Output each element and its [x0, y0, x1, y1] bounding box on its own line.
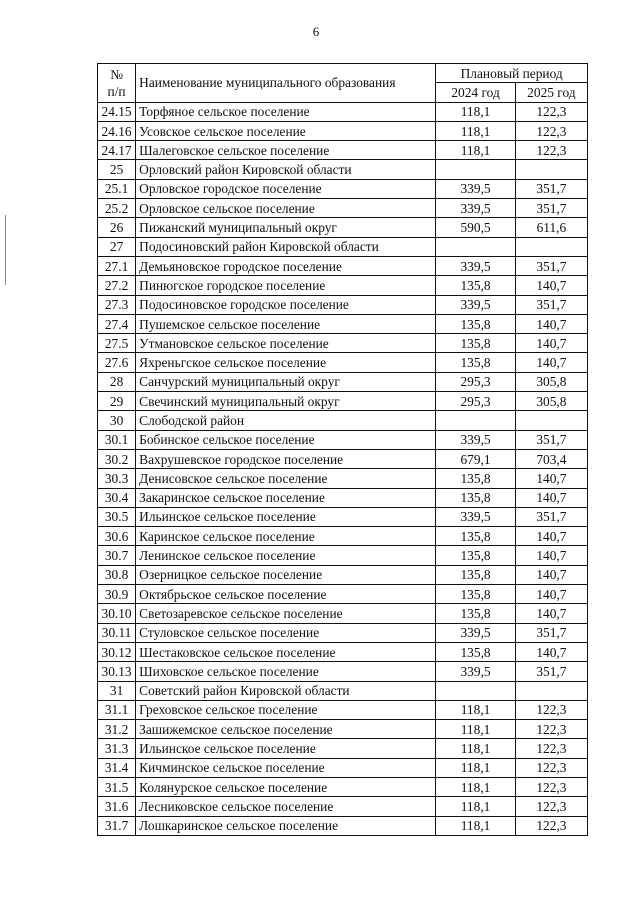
row-name-cell: Советский район Кировской области	[136, 681, 436, 700]
row-value-2024-cell: 118,1	[436, 141, 515, 160]
row-number-cell: 24.15	[98, 102, 136, 121]
table-row	[98, 372, 588, 391]
row-number-cell: 24.17	[98, 141, 136, 160]
row-name-cell: Торфяное сельское поселение	[136, 102, 436, 121]
table-row	[98, 507, 588, 526]
header-name-cell: Наименование муниципального образования	[136, 64, 436, 103]
row-number-cell: 30.12	[98, 642, 136, 661]
row-value-2025-cell: 351,7	[515, 507, 587, 526]
table-row	[98, 720, 588, 739]
row-value-2025-cell: 122,3	[515, 700, 587, 719]
header-number-label: п/п	[107, 83, 126, 99]
row-value-2025-cell: 351,7	[515, 295, 587, 314]
row-number-cell: 30.2	[98, 449, 136, 468]
row-value-2025-cell: 122,3	[515, 121, 587, 140]
row-number-cell: 30.4	[98, 488, 136, 507]
row-name-cell: Лошкаринское сельское поселение	[136, 816, 436, 835]
row-name-cell: Свечинский муниципальный округ	[136, 392, 436, 411]
row-name-cell: Октябрьское сельское поселение	[136, 585, 436, 604]
header-number-symbol: №	[110, 66, 123, 82]
row-number-cell: 30.1	[98, 430, 136, 449]
row-number-cell: 30.5	[98, 507, 136, 526]
row-value-2025-cell: 122,3	[515, 739, 587, 758]
table-row	[98, 700, 588, 719]
row-value-2024-cell: 295,3	[436, 392, 515, 411]
row-number-cell: 30.9	[98, 585, 136, 604]
row-value-2024-cell: 339,5	[436, 623, 515, 642]
header-number-cell	[98, 64, 136, 103]
header-period-cell: Плановый период	[436, 64, 588, 83]
row-name-cell: Демьяновское городское поселение	[136, 256, 436, 275]
row-value-2024-cell: 339,5	[436, 199, 515, 218]
row-name-cell: Подосиновское городское поселение	[136, 295, 436, 314]
row-name-cell: Вахрушевское городское поселение	[136, 449, 436, 468]
row-value-2025-cell: 140,7	[515, 353, 587, 372]
row-name-cell: Каринское сельское поселение	[136, 527, 436, 546]
header-year-2025: 2025 год	[515, 83, 587, 102]
row-value-2024-cell: 118,1	[436, 758, 515, 777]
row-name-cell: Пушемское сельское поселение	[136, 314, 436, 333]
row-name-cell: Пинюгское городское поселение	[136, 276, 436, 295]
row-value-2025-cell	[515, 411, 587, 430]
row-number-cell: 28	[98, 372, 136, 391]
row-number-cell: 30.3	[98, 469, 136, 488]
row-name-cell: Бобинское сельское поселение	[136, 430, 436, 449]
row-number-cell: 24.16	[98, 121, 136, 140]
row-value-2025-cell: 122,3	[515, 720, 587, 739]
row-value-2024-cell: 339,5	[436, 179, 515, 198]
row-value-2025-cell: 351,7	[515, 256, 587, 275]
row-value-2025-cell: 140,7	[515, 546, 587, 565]
table-row	[98, 199, 588, 218]
row-value-2025-cell: 351,7	[515, 199, 587, 218]
row-name-cell: Санчурский муниципальный округ	[136, 372, 436, 391]
row-value-2024-cell: 135,8	[436, 488, 515, 507]
table-row	[98, 488, 588, 507]
table-row	[98, 141, 588, 160]
row-number-cell: 31.6	[98, 797, 136, 816]
row-value-2024-cell: 118,1	[436, 121, 515, 140]
row-number-cell: 27	[98, 237, 136, 256]
row-value-2025-cell: 305,8	[515, 372, 587, 391]
row-value-2024-cell: 118,1	[436, 797, 515, 816]
row-value-2024-cell: 339,5	[436, 507, 515, 526]
row-name-cell: Озерницкое сельское поселение	[136, 565, 436, 584]
row-value-2024-cell: 135,8	[436, 527, 515, 546]
row-value-2024-cell: 135,8	[436, 314, 515, 333]
table-row	[98, 758, 588, 777]
row-name-cell: Стуловское сельское поселение	[136, 623, 436, 642]
row-value-2025-cell: 140,7	[515, 527, 587, 546]
table-row	[98, 816, 588, 835]
row-value-2025-cell: 305,8	[515, 392, 587, 411]
row-number-cell: 30.13	[98, 662, 136, 681]
row-value-2024-cell: 118,1	[436, 816, 515, 835]
row-value-2025-cell: 140,7	[515, 334, 587, 353]
row-number-cell: 31.4	[98, 758, 136, 777]
row-value-2024-cell	[436, 237, 515, 256]
table-row	[98, 527, 588, 546]
table-row	[98, 314, 588, 333]
row-value-2025-cell: 122,3	[515, 816, 587, 835]
row-value-2025-cell: 140,7	[515, 585, 587, 604]
row-number-cell: 31	[98, 681, 136, 700]
row-value-2024-cell: 135,8	[436, 642, 515, 661]
row-number-cell: 25	[98, 160, 136, 179]
row-number-cell: 30.7	[98, 546, 136, 565]
row-value-2024-cell: 679,1	[436, 449, 515, 468]
row-name-cell: Усовское сельское поселение	[136, 121, 436, 140]
budget-table	[97, 63, 588, 836]
row-name-cell: Орловское сельское поселение	[136, 199, 436, 218]
row-value-2024-cell: 118,1	[436, 739, 515, 758]
row-number-cell: 30.11	[98, 623, 136, 642]
row-number-cell: 30	[98, 411, 136, 430]
row-number-cell: 25.2	[98, 199, 136, 218]
row-value-2024-cell	[436, 160, 515, 179]
table-header	[98, 64, 588, 103]
table-row	[98, 392, 588, 411]
table-row	[98, 218, 588, 237]
row-value-2024-cell: 135,8	[436, 334, 515, 353]
table-row	[98, 777, 588, 796]
row-number-cell: 27.4	[98, 314, 136, 333]
row-value-2024-cell: 339,5	[436, 430, 515, 449]
row-value-2024-cell: 135,8	[436, 585, 515, 604]
table-row	[98, 449, 588, 468]
table-row	[98, 585, 588, 604]
table-row	[98, 179, 588, 198]
row-value-2024-cell: 339,5	[436, 662, 515, 681]
row-name-cell: Шалеговское сельское поселение	[136, 141, 436, 160]
row-value-2024-cell: 118,1	[436, 700, 515, 719]
row-name-cell: Пижанский муниципальный округ	[136, 218, 436, 237]
row-name-cell: Шестаковское сельское поселение	[136, 642, 436, 661]
row-number-cell: 30.6	[98, 527, 136, 546]
table-row	[98, 565, 588, 584]
row-number-cell: 31.5	[98, 777, 136, 796]
table-row	[98, 334, 588, 353]
row-name-cell: Светозаревское сельское поселение	[136, 604, 436, 623]
row-value-2025-cell: 122,3	[515, 141, 587, 160]
table-row	[98, 681, 588, 700]
row-value-2025-cell: 122,3	[515, 777, 587, 796]
row-name-cell: Шиховское сельское поселение	[136, 662, 436, 681]
row-value-2024-cell: 339,5	[436, 295, 515, 314]
table-row	[98, 295, 588, 314]
row-number-cell: 29	[98, 392, 136, 411]
row-number-cell: 31.7	[98, 816, 136, 835]
row-value-2025-cell: 122,3	[515, 758, 587, 777]
row-value-2024-cell: 135,8	[436, 276, 515, 295]
row-value-2025-cell: 351,7	[515, 662, 587, 681]
row-value-2025-cell	[515, 237, 587, 256]
table-row	[98, 739, 588, 758]
row-value-2025-cell: 351,7	[515, 179, 587, 198]
table-body	[98, 102, 588, 835]
row-number-cell: 27.2	[98, 276, 136, 295]
row-value-2024-cell: 135,8	[436, 546, 515, 565]
row-name-cell: Кичминское сельское поселение	[136, 758, 436, 777]
row-name-cell: Яхреньгское сельское поселение	[136, 353, 436, 372]
row-value-2025-cell: 611,6	[515, 218, 587, 237]
header-row-1	[98, 64, 588, 83]
row-number-cell: 31.1	[98, 700, 136, 719]
row-number-cell: 26	[98, 218, 136, 237]
table-row	[98, 797, 588, 816]
table-row	[98, 430, 588, 449]
row-value-2025-cell: 140,7	[515, 469, 587, 488]
row-name-cell: Греховское сельское поселение	[136, 700, 436, 719]
row-value-2025-cell: 140,7	[515, 488, 587, 507]
table-row	[98, 604, 588, 623]
row-name-cell: Колянурское сельское поселение	[136, 777, 436, 796]
row-value-2024-cell: 118,1	[436, 777, 515, 796]
row-value-2024-cell: 118,1	[436, 720, 515, 739]
table-row	[98, 469, 588, 488]
row-value-2024-cell: 135,8	[436, 469, 515, 488]
row-value-2025-cell: 122,3	[515, 797, 587, 816]
row-name-cell: Лесниковское сельское поселение	[136, 797, 436, 816]
table-row	[98, 411, 588, 430]
row-name-cell: Зашижемское сельское поселение	[136, 720, 436, 739]
row-number-cell: 31.2	[98, 720, 136, 739]
table-row	[98, 102, 588, 121]
row-value-2024-cell: 339,5	[436, 256, 515, 275]
table-row	[98, 276, 588, 295]
row-number-cell: 31.3	[98, 739, 136, 758]
table-row	[98, 237, 588, 256]
row-number-cell: 27.6	[98, 353, 136, 372]
row-name-cell: Подосиновский район Кировской области	[136, 237, 436, 256]
row-value-2024-cell: 295,3	[436, 372, 515, 391]
row-number-cell: 25.1	[98, 179, 136, 198]
row-name-cell: Утмановское сельское поселение	[136, 334, 436, 353]
row-value-2024-cell: 135,8	[436, 353, 515, 372]
row-value-2025-cell: 140,7	[515, 276, 587, 295]
row-name-cell: Закаринское сельское поселение	[136, 488, 436, 507]
row-name-cell: Ленинское сельское поселение	[136, 546, 436, 565]
row-value-2024-cell: 135,8	[436, 604, 515, 623]
row-number-cell: 27.1	[98, 256, 136, 275]
row-name-cell: Орловский район Кировской области	[136, 160, 436, 179]
table-row	[98, 623, 588, 642]
row-name-cell: Денисовское сельское поселение	[136, 469, 436, 488]
row-name-cell: Слободской район	[136, 411, 436, 430]
table-row	[98, 256, 588, 275]
row-name-cell: Ильинское сельское поселение	[136, 507, 436, 526]
row-number-cell: 27.3	[98, 295, 136, 314]
row-value-2025-cell: 140,7	[515, 565, 587, 584]
row-value-2024-cell: 135,8	[436, 565, 515, 584]
row-value-2024-cell	[436, 681, 515, 700]
row-value-2025-cell: 703,4	[515, 449, 587, 468]
table-row	[98, 662, 588, 681]
row-value-2025-cell: 140,7	[515, 642, 587, 661]
table-row	[98, 546, 588, 565]
row-value-2025-cell: 140,7	[515, 314, 587, 333]
row-value-2025-cell	[515, 160, 587, 179]
row-value-2025-cell: 122,3	[515, 102, 587, 121]
row-value-2024-cell: 590,5	[436, 218, 515, 237]
row-value-2024-cell	[436, 411, 515, 430]
row-number-cell: 30.8	[98, 565, 136, 584]
row-number-cell: 27.5	[98, 334, 136, 353]
row-value-2025-cell: 351,7	[515, 623, 587, 642]
row-value-2025-cell: 140,7	[515, 604, 587, 623]
row-name-cell: Орловское городское поселение	[136, 179, 436, 198]
table-row	[98, 121, 588, 140]
table-row	[98, 353, 588, 372]
header-year-2024: 2024 год	[436, 83, 515, 102]
row-value-2024-cell: 118,1	[436, 102, 515, 121]
row-value-2025-cell	[515, 681, 587, 700]
table-row	[98, 642, 588, 661]
page-number: 6	[312, 24, 320, 39]
row-name-cell: Ильинское сельское поселение	[136, 739, 436, 758]
row-number-cell: 30.10	[98, 604, 136, 623]
table-row	[98, 160, 588, 179]
margin-mark	[5, 215, 6, 285]
row-value-2025-cell: 351,7	[515, 430, 587, 449]
